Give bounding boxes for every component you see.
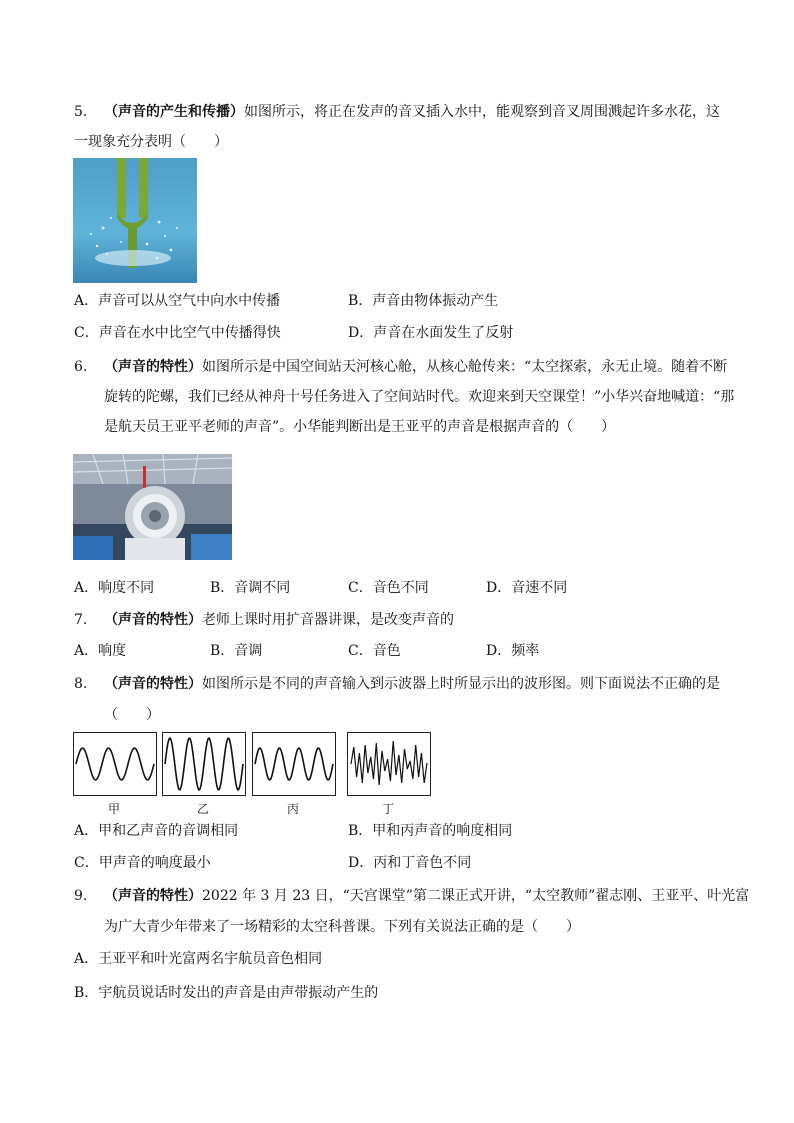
waveform-ding (347, 732, 431, 796)
q7-option-c: C．音色 (348, 643, 401, 659)
q8-option-a: A．甲和乙声音的音调相同 (74, 823, 239, 839)
q5-option-b: B．声音由物体振动产生 (348, 293, 499, 309)
question-topic: （声音的特性） (104, 676, 202, 692)
q5-option-d: D．声音在水面发生了反射 (348, 325, 514, 341)
question-6-line2: 旋转的陀螺，我们已经从神舟十号任务进入了空间站时代。欢迎来到天空课堂！”小华兴奋地喊道：“那 (104, 389, 735, 405)
question-text: 如图所示是中国空间站天河核心舱，从核心舱传来：“太空探索，永无止境。随着不断 (202, 359, 728, 375)
waveform-label-bing: 丙 (286, 802, 299, 816)
wave-path (351, 741, 427, 785)
q7-option-b: B．音调 (210, 643, 263, 659)
question-9-line2: 为广大青少年带来了一场精彩的太空科普课。下列有关说法正确的是（ ） (104, 919, 580, 935)
waveform-yi (162, 732, 246, 796)
q8-option-c: C．甲声音的响度最小 (74, 855, 211, 871)
q6-option-c: C．音色不同 (348, 580, 429, 596)
question-6-line3: 是航天员王亚平老师的声音”。小华能判断出是王亚平的声音是根据声音的（ ） (104, 419, 616, 435)
q6-option-a: A．响度不同 (74, 580, 155, 596)
q8-option-d: D．丙和丁音色不同 (348, 855, 472, 871)
question-number: 8. (74, 676, 88, 692)
tuning-fork-water-photo (73, 158, 197, 283)
question-text: 如图所示是不同的声音输入到示波器上时所显示出的波形图。则下面说法不正确的是 (202, 676, 720, 692)
waveform-label-yi: 乙 (196, 802, 209, 816)
question-text: 如图所示，将正在发声的音叉插入水中，能观察到音叉周围溅起许多水花，这 (244, 104, 720, 120)
q7-option-a: A．响度 (74, 643, 127, 659)
question-topic: （声音的产生和传播） (104, 104, 244, 120)
space-station-photo (73, 454, 232, 560)
q9-option-b: B．宇航员说话时发出的声音是由声带振动产生的 (74, 985, 379, 1001)
question-topic: （声音的特性） (104, 359, 202, 375)
question-text: 老师上课时用扩音器讲课，是改变声音的 (202, 612, 454, 628)
q6-option-d: D．音速不同 (486, 580, 568, 596)
q8-option-b: B．甲和丙声音的响度相同 (348, 823, 513, 839)
question-8-line2: （ ） (104, 707, 160, 723)
waveform-bing (252, 732, 336, 796)
question-8-line1 (74, 668, 720, 700)
waveform-label-ding: 丁 (381, 802, 394, 816)
q5-option-a: A．声音可以从空气中向水中传播 (74, 293, 281, 309)
question-topic: （声音的特性） (104, 888, 202, 904)
wave-path (165, 738, 243, 790)
q5-option-c: C．声音在水中比空气中传播得快 (74, 325, 281, 341)
q6-option-b: B．音调不同 (210, 580, 291, 596)
q7-option-d: D．频率 (486, 643, 540, 659)
q9-option-a: A．王亚平和叶光富两名宇航员音色相同 (74, 951, 323, 967)
waveform-jia (73, 732, 157, 796)
wave-path (76, 748, 154, 780)
wave-path (255, 748, 333, 780)
question-7-line1 (74, 604, 454, 636)
question-number: 7. (74, 612, 88, 628)
waveform-label-jia: 甲 (107, 802, 120, 816)
question-5-line2: 一现象充分表明（ ） (74, 134, 228, 150)
question-number: 9. (74, 888, 88, 904)
question-number: 6. (74, 359, 88, 375)
question-number: 5. (74, 104, 88, 120)
question-text: 2022 年 3 月 23 日，“天宫课堂”第二课正式开讲，“太空教师”翟志刚、王亚平、叶光富 (202, 888, 750, 904)
question-9-line1 (74, 880, 749, 912)
question-topic: （声音的特性） (104, 612, 202, 628)
question-5-line1 (74, 96, 720, 128)
question-6-line1 (74, 351, 727, 383)
